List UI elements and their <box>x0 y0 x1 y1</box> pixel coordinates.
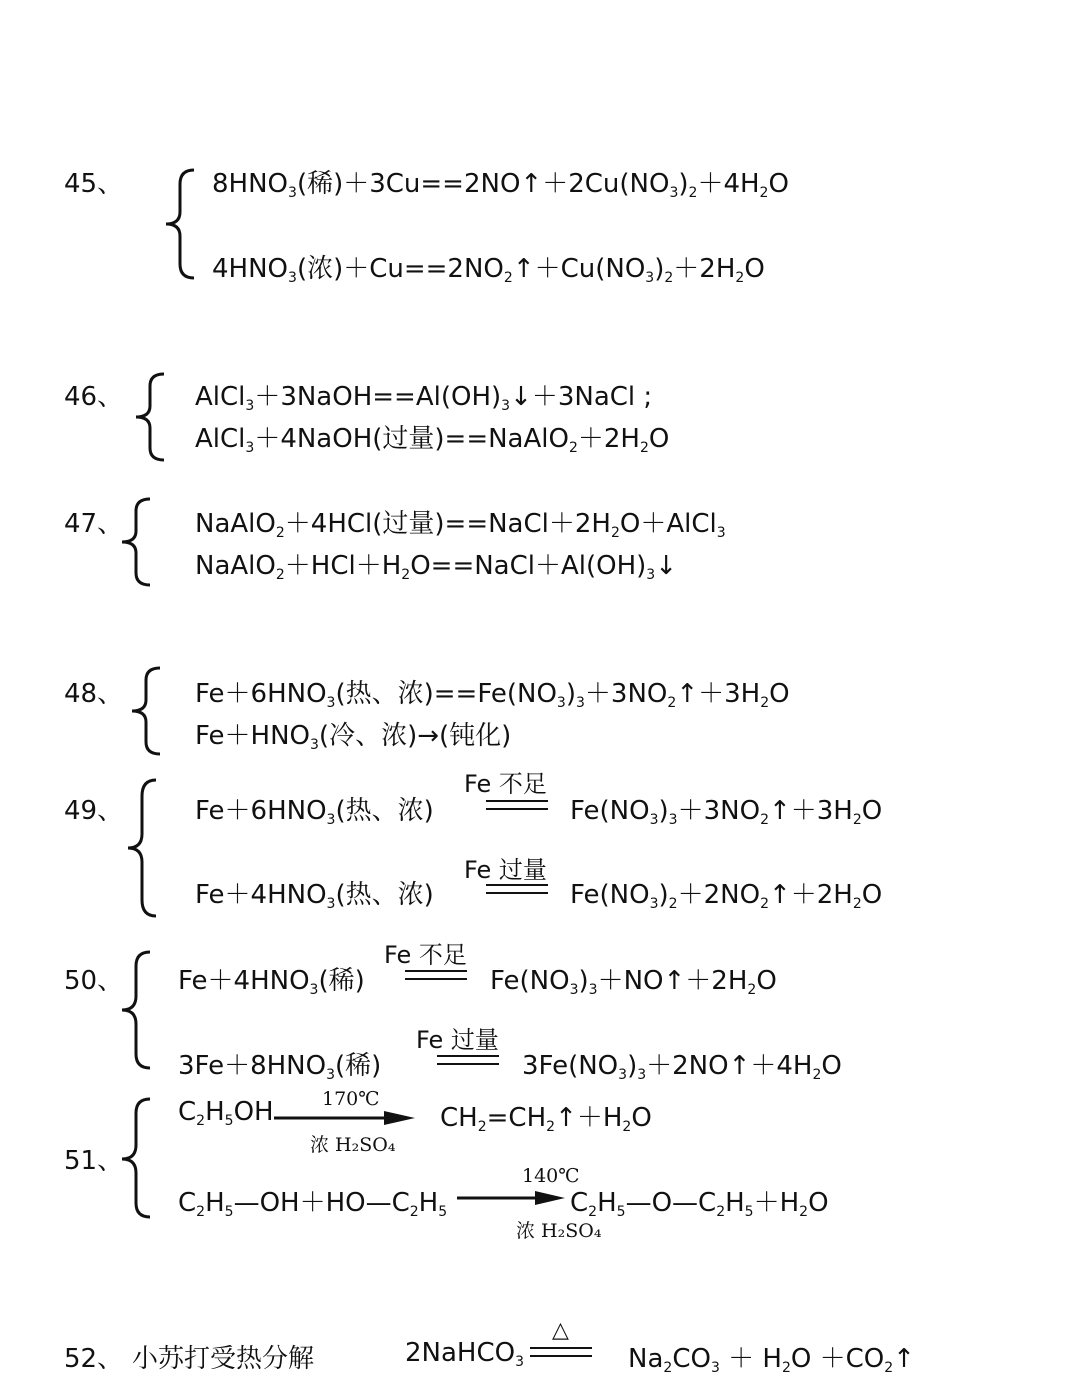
formula-text: ↑＋2H <box>768 880 853 910</box>
subscript: 3 <box>245 440 255 456</box>
formula-text: OH <box>233 1097 274 1127</box>
formula-text: =CH <box>486 1103 547 1133</box>
item-number-50: 50、 <box>64 966 124 996</box>
subscript: 2 <box>760 896 769 912</box>
subscript: 3 <box>716 525 726 541</box>
equation-52-rhs <box>628 1338 915 1376</box>
formula-text: O==NaCl＋Al(OH) <box>410 551 647 581</box>
subscript: 2 <box>760 812 769 828</box>
equals-sign-49-2 <box>486 884 548 894</box>
formula-text: Fe＋6HNO <box>195 679 327 709</box>
subscript: 2 <box>799 1204 809 1220</box>
subscript: 2 <box>716 1204 726 1220</box>
formula-text: 8HNO <box>212 169 289 199</box>
formula-text: Fe＋4HNO <box>178 966 310 996</box>
item-number-51: 51、 <box>64 1146 124 1176</box>
subscript: 3 <box>310 737 319 753</box>
equation-51-2-lhs <box>178 1182 447 1220</box>
equation-49-1-lhs <box>195 790 434 828</box>
condition-51-2-top: 140℃ <box>522 1165 580 1187</box>
formula-text: C <box>178 1097 197 1127</box>
formula-text: AlCl <box>195 382 246 412</box>
brace-49 <box>122 778 162 918</box>
condition-51-1-top: 170℃ <box>322 1088 380 1110</box>
equation-47-2 <box>195 545 677 583</box>
formula-text: ) <box>578 966 589 996</box>
subscript: 2 <box>477 1119 487 1135</box>
condition-49-2: Fe 过量 <box>464 856 547 884</box>
brace-51 <box>116 1097 156 1221</box>
equation-49-1-rhs <box>570 790 882 828</box>
formula-text: (冷、浓)→(钝化) <box>318 721 512 751</box>
subscript: 2 <box>622 1119 632 1135</box>
subscript: 2 <box>747 982 757 998</box>
item-number-49: 49、 <box>64 796 124 826</box>
formula-text: ＋4HCl(过量)==NaCl＋2H <box>284 509 611 539</box>
subscript: 2 <box>568 440 578 456</box>
equation-49-2-rhs <box>570 874 882 912</box>
subscript: 2 <box>667 695 677 711</box>
item-number-47: 47、 <box>64 509 124 539</box>
subscript: 3 <box>646 567 656 583</box>
formula-text: O <box>631 1103 652 1133</box>
subscript: 2 <box>196 1113 206 1129</box>
subscript: 3 <box>245 398 255 414</box>
subscript: 2 <box>760 695 770 711</box>
arrow-51-1 <box>272 1110 417 1126</box>
formula-text: ＋2NO↑＋4H <box>646 1051 813 1081</box>
subscript: 3 <box>326 896 336 912</box>
equation-50-2-lhs <box>178 1045 381 1083</box>
formula-text: (热、浓)==Fe(NO <box>335 679 557 709</box>
formula-text: ) <box>654 254 665 284</box>
subscript: 2 <box>812 1067 822 1083</box>
formula-text: H <box>597 1188 617 1218</box>
formula-text: Fe＋6HNO <box>195 796 327 826</box>
formula-text: ＋NO↑＋2H <box>597 966 748 996</box>
formula-text: ) <box>658 880 669 910</box>
brace-45 <box>160 168 200 280</box>
formula-text: ) <box>565 679 576 709</box>
subscript: 2 <box>275 567 285 583</box>
arrow-51-2 <box>455 1190 567 1206</box>
formula-text: 3Fe＋8HNO <box>178 1051 327 1081</box>
equation-50-1-lhs <box>178 960 365 998</box>
formula-text: ↑ <box>893 1344 915 1374</box>
equation-50-1-rhs <box>490 960 777 998</box>
formula-text: O ＋CO <box>790 1344 885 1374</box>
condition-50-1: Fe 不足 <box>384 941 467 969</box>
subscript: 2 <box>735 270 745 286</box>
subscript: 2 <box>884 1360 894 1376</box>
formula-text: O <box>769 679 790 709</box>
equation-51-2-rhs <box>570 1182 829 1220</box>
formula-text: ↑＋Cu(NO <box>512 254 646 284</box>
subscript: 3 <box>649 812 659 828</box>
formula-text: O <box>648 424 670 454</box>
subscript: 3 <box>649 896 659 912</box>
condition-51-2-bottom: 浓 H₂SO₄ <box>516 1220 602 1242</box>
formula-text: H <box>205 1097 225 1127</box>
subscript: 3 <box>588 982 598 998</box>
formula-text: ＋3NO <box>677 796 761 826</box>
subscript: 3 <box>569 982 579 998</box>
subscript: 3 <box>309 982 319 998</box>
formula-text: NaAlO <box>195 509 276 539</box>
formula-text: Fe＋4HNO <box>195 880 327 910</box>
brace-47 <box>116 497 156 587</box>
subscript: 2 <box>546 1119 556 1135</box>
equation-46-1 <box>195 376 652 414</box>
subscript: 3 <box>637 1067 647 1083</box>
subscript: 3 <box>288 185 297 201</box>
subscript: 2 <box>664 270 674 286</box>
subscript: 5 <box>224 1204 234 1220</box>
formula-text: ) <box>658 796 669 826</box>
equation-45-1 <box>212 163 789 201</box>
formula-text: Fe(NO <box>570 880 650 910</box>
formula-text: ↑＋H <box>555 1103 623 1133</box>
equation-46-2 <box>195 418 669 456</box>
subscript: 3 <box>515 1354 525 1370</box>
item-52-label: 小苏打受热分解 <box>132 1344 315 1374</box>
formula-text: NaAlO <box>195 551 276 581</box>
formula-text: ＋4NaOH(过量)==NaAlO <box>254 424 569 454</box>
brace-48 <box>126 666 166 756</box>
condition-52-heat: △ <box>552 1318 569 1343</box>
brace-46 <box>130 372 170 462</box>
formula-text: Fe＋HNO <box>195 721 310 751</box>
formula-text: ＋4H <box>697 169 760 199</box>
subscript: 2 <box>781 1360 791 1376</box>
formula-text: H <box>725 1188 745 1218</box>
subscript: 3 <box>288 270 297 286</box>
formula-text: Fe(NO <box>570 796 650 826</box>
formula-text: O <box>808 1188 829 1218</box>
subscript: 2 <box>688 185 698 201</box>
formula-text: ↑＋3H <box>676 679 761 709</box>
formula-text: (热、浓) <box>335 880 434 910</box>
formula-text: (稀) <box>318 966 365 996</box>
subscript: 2 <box>588 1204 598 1220</box>
formula-text: H <box>205 1188 225 1218</box>
formula-text: ) <box>627 1051 638 1081</box>
subscript: 2 <box>639 440 649 456</box>
equation-51-1-rhs <box>440 1097 652 1135</box>
subscript: 2 <box>401 567 411 583</box>
equals-sign-52 <box>530 1347 592 1357</box>
subscript: 3 <box>326 1067 336 1083</box>
formula-text: C <box>178 1188 197 1218</box>
formula-text: ＋3NaOH==Al(OH) <box>254 382 502 412</box>
subscript: 3 <box>618 1067 628 1083</box>
subscript: 3 <box>326 695 336 711</box>
subscript: 2 <box>503 270 513 286</box>
subscript: 3 <box>556 695 566 711</box>
formula-text: ) <box>678 169 689 199</box>
brace-50 <box>116 950 156 1070</box>
formula-text: ＋ H <box>719 1344 782 1374</box>
subscript: 3 <box>326 812 336 828</box>
formula-text: O <box>768 169 789 199</box>
condition-51-1-bottom: 浓 H₂SO₄ <box>310 1134 396 1156</box>
equals-sign-49-1 <box>486 800 548 810</box>
subscript: 5 <box>744 1204 754 1220</box>
subscript: 2 <box>275 525 285 541</box>
equals-sign-50-2 <box>437 1055 499 1065</box>
formula-text: ＋H <box>753 1188 800 1218</box>
formula-text: O <box>861 796 883 826</box>
equation-50-2-rhs <box>522 1045 842 1083</box>
formula-text: O <box>821 1051 842 1081</box>
subscript: 3 <box>710 1360 720 1376</box>
formula-text: CH <box>440 1103 478 1133</box>
formula-text: Na <box>628 1344 664 1374</box>
formula-text: ↑＋3H <box>768 796 853 826</box>
formula-text: 3Fe(NO <box>522 1051 619 1081</box>
equation-51-1-lhs <box>178 1097 274 1129</box>
formula-text: O <box>756 966 777 996</box>
equation-47-1 <box>195 503 726 541</box>
formula-text: H <box>418 1188 439 1218</box>
formula-text: O <box>861 880 883 910</box>
subscript: 3 <box>669 185 679 201</box>
equation-49-2-lhs <box>195 874 434 912</box>
formula-text: O <box>744 254 765 284</box>
equation-52-lhs <box>405 1338 524 1370</box>
equals-sign-50-1 <box>405 970 467 980</box>
condition-49-1: Fe 不足 <box>464 770 547 798</box>
formula-text: ＋3NO <box>584 679 668 709</box>
formula-text: ＋HCl＋H <box>284 551 402 581</box>
subscript: 5 <box>438 1204 448 1220</box>
equation-48-1 <box>195 673 790 711</box>
formula-text: Fe(NO <box>490 966 570 996</box>
subscript: 2 <box>668 896 678 912</box>
item-number-48: 48、 <box>64 679 124 709</box>
formula-text: ＋2NO <box>677 880 761 910</box>
formula-text: O＋AlCl <box>619 509 717 539</box>
subscript: 5 <box>616 1204 626 1220</box>
formula-text: AlCl <box>195 424 246 454</box>
subscript: 2 <box>196 1204 206 1220</box>
subscript: 3 <box>645 270 655 286</box>
equation-45-2 <box>212 248 765 286</box>
subscript: 2 <box>759 185 769 201</box>
formula-text: (浓)＋Cu==2NO <box>296 254 504 284</box>
item-number-45: 45、 <box>64 169 124 199</box>
subscript: 3 <box>501 398 511 414</box>
formula-text: —OH＋HO—C <box>233 1188 410 1218</box>
subscript: 2 <box>852 896 862 912</box>
formula-text: ↓ <box>655 551 678 581</box>
subscript: 3 <box>576 695 585 711</box>
subscript: 2 <box>663 1360 673 1376</box>
formula-text: (稀)＋3Cu==2NO↑＋2Cu(NO <box>296 169 670 199</box>
equation-48-2 <box>195 715 511 753</box>
item-number-52: 52、 <box>64 1344 124 1374</box>
subscript: 2 <box>852 812 862 828</box>
formula-text: (稀) <box>335 1051 382 1081</box>
formula-text: C <box>570 1188 589 1218</box>
formula-text: (热、浓) <box>335 796 434 826</box>
subscript: 3 <box>668 812 678 828</box>
item-number-46: 46、 <box>64 382 124 412</box>
formula-text: ↓＋3NaCl ; <box>510 382 653 412</box>
formula-text: ＋2H <box>673 254 736 284</box>
subscript: 5 <box>224 1113 234 1129</box>
subscript: 2 <box>409 1204 419 1220</box>
formula-text: 2NaHCO <box>405 1338 516 1368</box>
formula-text: ＋2H <box>577 424 640 454</box>
formula-text: CO <box>672 1344 711 1374</box>
subscript: 2 <box>610 525 620 541</box>
condition-50-2: Fe 过量 <box>416 1026 499 1054</box>
formula-text: —O—C <box>625 1188 717 1218</box>
formula-text: 4HNO <box>212 254 289 284</box>
